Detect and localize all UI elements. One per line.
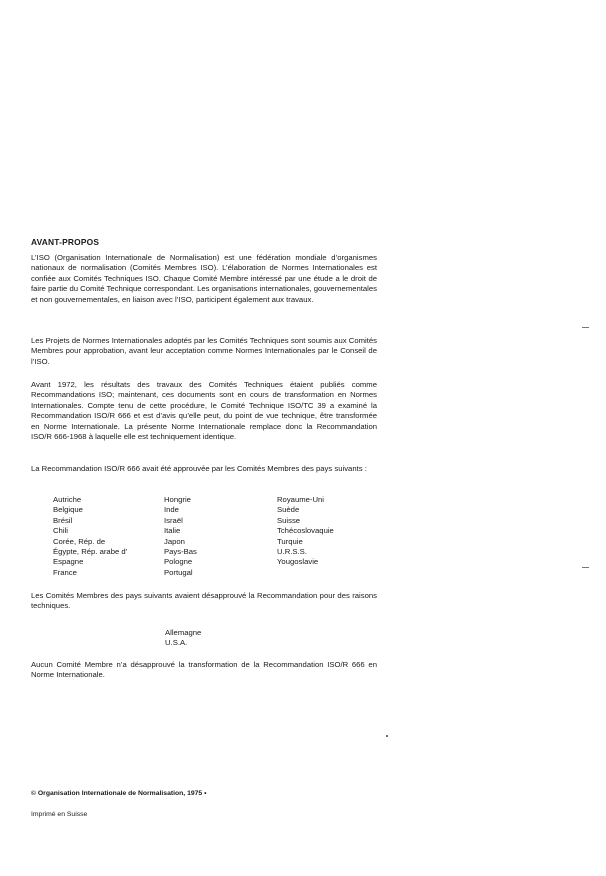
disapproving-countries-list — [165, 628, 201, 649]
approving-countries-list — [53, 495, 373, 585]
country-item: Yougoslavie — [277, 557, 319, 567]
country-item: Tchécoslovaquie — [277, 526, 334, 536]
section-heading: AVANT-PROPOS — [31, 237, 100, 247]
country-item: France — [53, 567, 77, 577]
country-item: Suède — [277, 505, 300, 515]
countries-column-2 — [164, 495, 197, 578]
country-item: Pologne — [164, 557, 193, 567]
paragraph-final: Aucun Comité Membre n’a désapprouvé la transformation de la Recommandation ISO/R 666 en Norme Internationale. — [31, 660, 377, 680]
country-item: Autriche — [53, 495, 82, 504]
country-item: Japon — [164, 536, 185, 546]
paragraph-drafts: Les Projets de Normes Internationales adoptés par les Comités Techniques sont soumis aux Comités Membres pour approbation, avant leur acceptation comme Normes Internationales par le Conseil de l’ISO. — [31, 336, 377, 366]
countries-column-3 — [277, 495, 334, 568]
country-item: Égypte, Rép. arabe d’ — [53, 547, 128, 557]
country-item: Royaume-Uni — [277, 495, 324, 504]
country-item: Italie — [164, 526, 181, 536]
country-item: Inde — [164, 505, 179, 515]
copyright-notice: © Organisation Internationale de Normalisation, 1975 • — [31, 790, 207, 797]
country-item: Allemagne — [165, 628, 202, 637]
country-item: Pays-Bas — [164, 547, 197, 557]
printed-in-notice: Imprimé en Suisse — [31, 811, 88, 818]
paragraph-iso-intro: L’ISO (Organisation Internationale de Normalisation) est une fédération mondiale d’organismes nationaux de normalisation (Comités Membres ISO). L’élaboration de Normes Internationales est confiée aux Comités Techniques ISO. Chaque Comité Membre intéressé par une étude a le droit de faire partie du Comité Technique correspondant. Les organisations internationales, gouvernementales et non gouvernementales, en liaison avec l’ISO, participent également aux travaux. — [31, 253, 378, 304]
country-item: Belgique — [53, 505, 83, 515]
country-item: U.R.S.S. — [277, 547, 307, 557]
country-item: Hongrie — [164, 495, 191, 504]
country-item: Suisse — [277, 515, 301, 525]
country-item: Espagne — [53, 557, 84, 567]
margin-mark — [582, 327, 589, 328]
paragraph-history: Avant 1972, les résultats des travaux des Comités Techniques étaient publiés comme Recommandations ISO; maintenant, ces documents sont en cours de transformation en Normes Internationales. Compte tenu de cette procédure, le Comité Technique ISO/TC 39 a examiné la Recommandation ISO/R 666 et est d’avis qu’elle peut, du point de vue technique, être transformée en Norme Internationale. La présente Norme Internationale remplace donc la Recommandation ISO/R 666-1968 à laquelle elle est techniquement identique. — [31, 380, 377, 442]
scan-speck — [386, 735, 388, 737]
paragraph-disapproval: Les Comités Membres des pays suivants avaient désapprouvé la Recommandation pour des raisons techniques. — [31, 591, 377, 611]
margin-mark — [582, 567, 589, 568]
country-item: Portugal — [164, 567, 193, 577]
country-item: Turquie — [277, 536, 303, 546]
country-item: U.S.A. — [165, 638, 188, 648]
country-item: Corée, Rép. de — [53, 536, 106, 546]
countries-column-1 — [53, 495, 127, 578]
country-item: Chili — [53, 526, 68, 536]
country-item: Israël — [164, 515, 183, 525]
paragraph-approval: La Recommandation ISO/R 666 avait été approuvée par les Comités Membres des pays suivants : — [31, 464, 367, 473]
country-item: Brésil — [53, 515, 73, 525]
